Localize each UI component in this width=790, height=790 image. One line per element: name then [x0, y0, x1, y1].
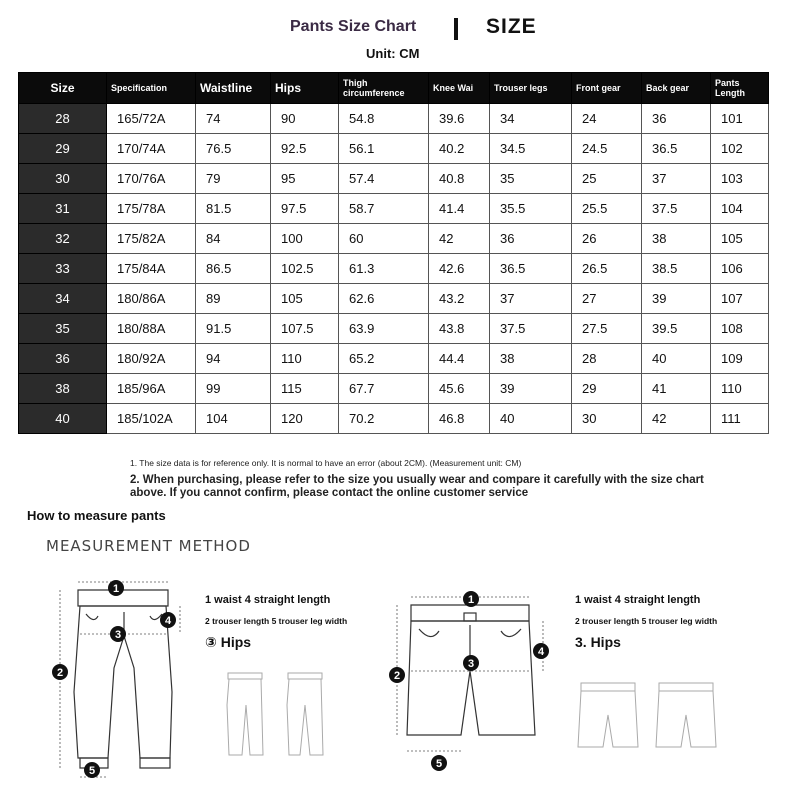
legend-line1: 1 waist 4 straight length [575, 594, 701, 606]
table-cell: 46.8 [429, 404, 490, 434]
marker-label: 4 [164, 615, 172, 627]
table-cell: 95 [271, 164, 339, 194]
table-cell: 34 [490, 104, 572, 134]
marker-label: 2 [393, 670, 401, 682]
table-cell: 56.1 [339, 134, 429, 164]
size-cell: 40 [19, 404, 107, 434]
table-cell: 103 [711, 164, 769, 194]
table-cell: 24 [572, 104, 642, 134]
table-cell: 37 [642, 164, 711, 194]
table-cell: 40 [642, 344, 711, 374]
table-cell: 120 [271, 404, 339, 434]
table-cell: 79 [196, 164, 271, 194]
marker-label: 3 [114, 629, 122, 641]
unit-label: Unit: CM [366, 46, 420, 61]
table-cell: 39.5 [642, 314, 711, 344]
table-cell: 65.2 [339, 344, 429, 374]
left-legend [205, 594, 347, 651]
marker-label: 1 [467, 594, 475, 606]
header-divider [454, 18, 458, 40]
table-cell: 110 [711, 374, 769, 404]
table-cell: 35 [490, 164, 572, 194]
size-cell: 38 [19, 374, 107, 404]
marker-label: 2 [56, 667, 64, 679]
note-reference: 1. The size data is for reference only. It is normal to have an error (about 2CM). (Measurement unit: CM) [130, 458, 522, 468]
table-cell: 37 [490, 284, 572, 314]
table-cell: 94 [196, 344, 271, 374]
col-header: Size [19, 73, 107, 104]
legend-line2: 2 trouser length 5 trouser leg width [575, 616, 718, 626]
table-cell: 110 [271, 344, 339, 374]
table-cell: 36 [490, 224, 572, 254]
measure-heading: How to measure pants [27, 508, 166, 523]
table-cell: 60 [339, 224, 429, 254]
table-cell: 42 [429, 224, 490, 254]
table-cell: 105 [711, 224, 769, 254]
col-header: Hips [271, 73, 339, 104]
col-header: Trouser legs [490, 73, 572, 104]
table-cell: 39.6 [429, 104, 490, 134]
size-label: SIZE [486, 15, 537, 38]
table-cell: 104 [711, 194, 769, 224]
table-row [19, 284, 769, 314]
table-cell: 30 [572, 404, 642, 434]
table-cell: 57.4 [339, 164, 429, 194]
table-cell: 35.5 [490, 194, 572, 224]
table-cell: 38.5 [642, 254, 711, 284]
table-row [19, 254, 769, 284]
legend-line3: ③ Hips [205, 634, 252, 650]
method-title: MEASUREMENT METHOD [46, 537, 251, 555]
size-cell: 34 [19, 284, 107, 314]
marker-label: 5 [435, 758, 443, 770]
table-cell: 41.4 [429, 194, 490, 224]
table-cell: 54.8 [339, 104, 429, 134]
table-cell: 170/76A [107, 164, 196, 194]
table-cell: 102 [711, 134, 769, 164]
marker-label: 1 [112, 583, 120, 595]
table-cell: 170/74A [107, 134, 196, 164]
table-header-row [19, 73, 769, 104]
table-cell: 36 [642, 104, 711, 134]
col-header: Waistline [196, 73, 271, 104]
table-cell: 36.5 [642, 134, 711, 164]
table-cell: 40.2 [429, 134, 490, 164]
col-header: Back gear [642, 73, 711, 104]
size-cell: 29 [19, 134, 107, 164]
table-cell: 63.9 [339, 314, 429, 344]
table-cell: 185/102A [107, 404, 196, 434]
size-cell: 28 [19, 104, 107, 134]
table-cell: 37.5 [490, 314, 572, 344]
table-cell: 44.4 [429, 344, 490, 374]
table-row [19, 104, 769, 134]
table-cell: 39 [642, 284, 711, 314]
table-cell: 91.5 [196, 314, 271, 344]
table-cell: 111 [711, 404, 769, 434]
table-cell: 107.5 [271, 314, 339, 344]
right-legend [575, 594, 717, 650]
header [0, 14, 790, 74]
size-cell: 33 [19, 254, 107, 284]
table-cell: 29 [572, 374, 642, 404]
table-row [19, 194, 769, 224]
table-row [19, 344, 769, 374]
table-cell: 175/84A [107, 254, 196, 284]
table-cell: 40 [490, 404, 572, 434]
table-cell: 74 [196, 104, 271, 134]
col-header: Thigh circumference [339, 73, 429, 104]
table-cell: 27.5 [572, 314, 642, 344]
size-cell: 31 [19, 194, 107, 224]
table-cell: 40.8 [429, 164, 490, 194]
marker-label: 3 [467, 658, 475, 670]
table-cell: 89 [196, 284, 271, 314]
long-pants-diagram [40, 572, 190, 782]
table-cell: 41 [642, 374, 711, 404]
table-cell: 90 [271, 104, 339, 134]
size-table [18, 72, 769, 434]
table-cell: 102.5 [271, 254, 339, 284]
table-cell: 108 [711, 314, 769, 344]
size-cell: 35 [19, 314, 107, 344]
table-cell: 27 [572, 284, 642, 314]
table-cell: 180/92A [107, 344, 196, 374]
table-cell: 92.5 [271, 134, 339, 164]
table-cell: 86.5 [196, 254, 271, 284]
table-cell: 38 [642, 224, 711, 254]
table-cell: 43.2 [429, 284, 490, 314]
table-cell: 61.3 [339, 254, 429, 284]
table-cell: 58.7 [339, 194, 429, 224]
table-cell: 115 [271, 374, 339, 404]
table-cell: 100 [271, 224, 339, 254]
table-cell: 104 [196, 404, 271, 434]
table-row [19, 224, 769, 254]
table-cell: 99 [196, 374, 271, 404]
table-cell: 106 [711, 254, 769, 284]
table-cell: 26 [572, 224, 642, 254]
table-cell: 25 [572, 164, 642, 194]
table-row [19, 164, 769, 194]
size-cell: 30 [19, 164, 107, 194]
table-cell: 84 [196, 224, 271, 254]
table-cell: 180/86A [107, 284, 196, 314]
marker-label: 4 [537, 646, 545, 658]
table-cell: 37.5 [642, 194, 711, 224]
table-cell: 42 [642, 404, 711, 434]
table-row [19, 404, 769, 434]
table-cell: 62.6 [339, 284, 429, 314]
size-cell: 32 [19, 224, 107, 254]
table-cell: 109 [711, 344, 769, 374]
table-cell: 38 [490, 344, 572, 374]
legend-line3: 3. Hips [575, 634, 621, 650]
table-cell: 70.2 [339, 404, 429, 434]
table-row [19, 374, 769, 404]
table-cell: 45.6 [429, 374, 490, 404]
table-cell: 175/78A [107, 194, 196, 224]
table-cell: 185/96A [107, 374, 196, 404]
legend-line2: 2 trouser length 5 trouser leg width [205, 616, 348, 626]
table-cell: 105 [271, 284, 339, 314]
legend-line1: 1 waist 4 straight length [205, 594, 331, 606]
table-cell: 39 [490, 374, 572, 404]
shorts-diagram [385, 585, 555, 775]
col-header: Front gear [572, 73, 642, 104]
chart-title: Pants Size Chart [290, 18, 417, 35]
table-cell: 43.8 [429, 314, 490, 344]
table-cell: 180/88A [107, 314, 196, 344]
col-header: Specification [107, 73, 196, 104]
table-cell: 34.5 [490, 134, 572, 164]
table-cell: 76.5 [196, 134, 271, 164]
shorts-thumbnails [575, 675, 725, 760]
table-cell: 175/82A [107, 224, 196, 254]
table-cell: 97.5 [271, 194, 339, 224]
table-row [19, 134, 769, 164]
size-cell: 36 [19, 344, 107, 374]
table-cell: 101 [711, 104, 769, 134]
table-cell: 67.7 [339, 374, 429, 404]
col-header: Knee Wai [429, 73, 490, 104]
notes [130, 458, 730, 500]
table-row [19, 314, 769, 344]
table-cell: 42.6 [429, 254, 490, 284]
table-body [19, 104, 769, 434]
table-cell: 165/72A [107, 104, 196, 134]
note-purchasing: 2. When purchasing, please refer to the size you usually wear and compare it carefully with the size chart above. If you cannot confirm, please contact the online customer service [130, 474, 704, 499]
marker-label: 5 [88, 765, 96, 777]
table-cell: 28 [572, 344, 642, 374]
long-pants-thumbnails [220, 665, 340, 765]
table-cell: 36.5 [490, 254, 572, 284]
table-cell: 26.5 [572, 254, 642, 284]
table-cell: 81.5 [196, 194, 271, 224]
table-cell: 24.5 [572, 134, 642, 164]
table-cell: 25.5 [572, 194, 642, 224]
table-cell: 107 [711, 284, 769, 314]
col-header: Pants Length [711, 73, 769, 104]
